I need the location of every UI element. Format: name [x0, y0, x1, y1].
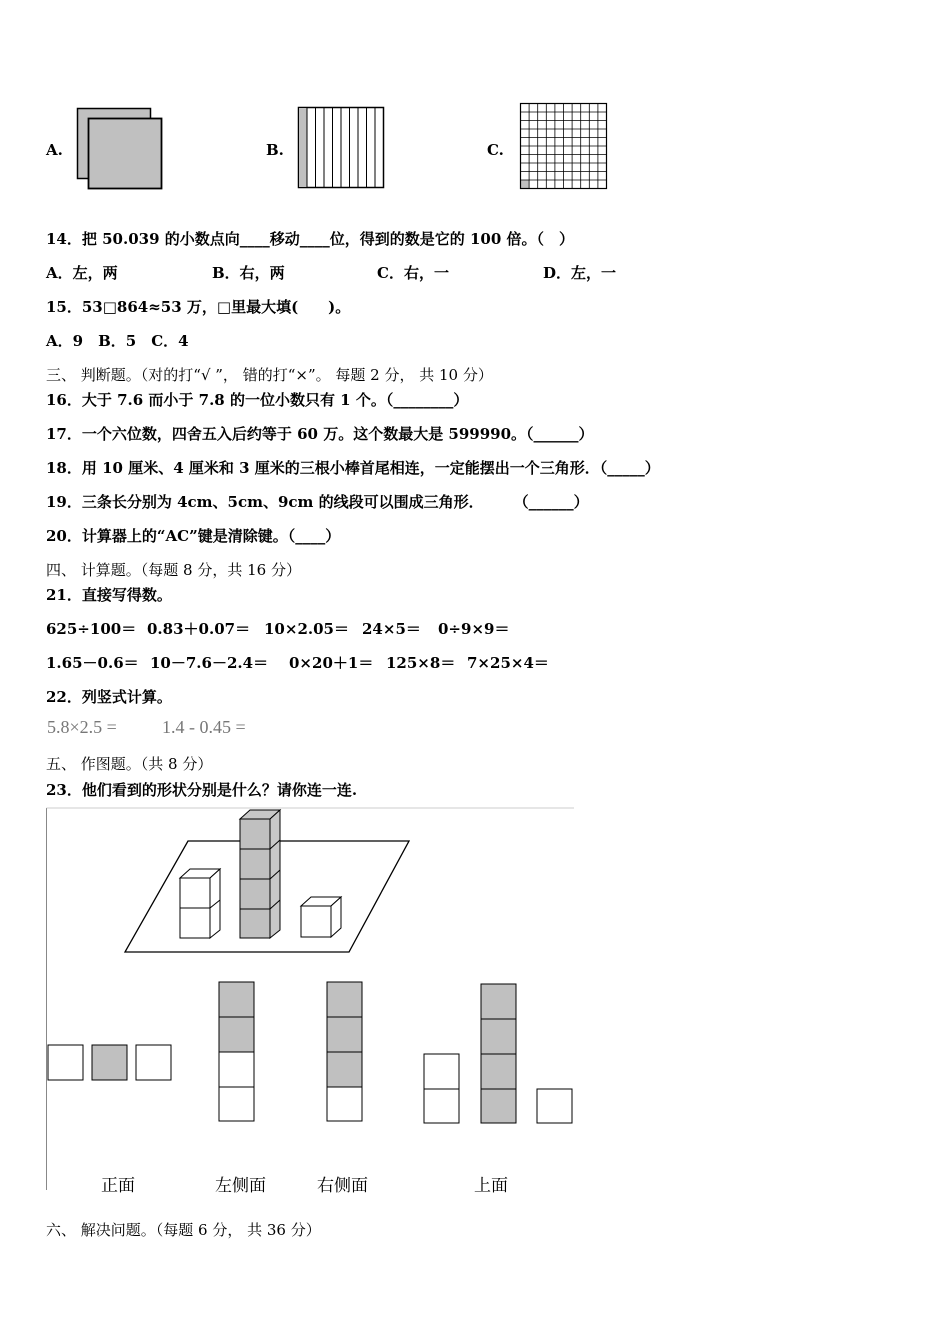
- option-a-label: A.: [46, 141, 63, 159]
- view-label-left: 左侧面: [215, 1176, 266, 1196]
- q14-stem: 14．把 50.039 的小数点向____移动____位，得到的数是它的 100 倍。（ ）: [46, 230, 574, 248]
- option-c-figure: [519, 102, 611, 192]
- option-b-figure: [297, 106, 387, 192]
- section-5-title: 五、 作图题。（共 8 分）: [46, 755, 213, 773]
- q21-item: 10－7.6－2.4＝: [150, 654, 269, 672]
- q20: 20．计算器上的“AC”键是清除键。（____）: [46, 527, 341, 545]
- right-cube: [301, 897, 341, 937]
- q21-item: 0.83＋0.07＝: [147, 620, 251, 638]
- q22-stem: 22．列竖式计算。: [46, 688, 172, 706]
- q21-item: 7×25×4＝: [467, 654, 549, 672]
- view-label-right: 右侧面: [317, 1176, 368, 1196]
- option-a-figure: [76, 106, 166, 192]
- q21-item: 125×8＝: [386, 654, 456, 672]
- q15-options: A．9 B．5 C．4: [46, 332, 189, 350]
- view-front: [48, 1045, 171, 1080]
- view-left-side: [219, 982, 254, 1121]
- q21-item: 0×20＋1＝: [289, 654, 374, 672]
- view-label-front: 正面: [101, 1176, 135, 1196]
- q22-expr-2: 1.4 - 0.45 =: [162, 717, 246, 737]
- view-label-top: 上面: [474, 1176, 508, 1196]
- q21-item: 10×2.05＝: [264, 620, 349, 638]
- q15-stem: 15．53□864≈53 万，□里最大填( )。: [46, 298, 351, 316]
- q14-option-a: A．左，两: [46, 264, 118, 282]
- section-6-title: 六、 解决问题。（每题 6 分， 共 36 分）: [46, 1221, 321, 1239]
- q22-expr-1: 5.8×2.5 =: [47, 717, 117, 737]
- q23-stem: 23．他们看到的形状分别是什么？请你连一连.: [46, 781, 358, 799]
- option-c-label: C.: [487, 141, 504, 159]
- q16: 16．大于 7.6 而小于 7.8 的一位小数只有 1 个。（________）: [46, 391, 469, 409]
- view-right-side: [327, 982, 362, 1121]
- section-4-title: 四、 计算题。（每题 8 分，共 16 分）: [46, 561, 301, 579]
- q17: 17．一个六位数，四舍五入后约等于 60 万。这个数最大是 599990。（______）: [46, 425, 594, 443]
- q21-item: 24×5＝: [362, 620, 421, 638]
- q14-option-c: C．右，一: [377, 264, 449, 282]
- q21-item: 0÷9×9＝: [438, 620, 510, 638]
- q14-option-d: D．左，一: [543, 264, 617, 282]
- middle-cube-stack: [240, 810, 280, 938]
- option-b-label: B.: [266, 141, 284, 159]
- q21-stem: 21．直接写得数。: [46, 586, 172, 604]
- view-top: [424, 984, 572, 1123]
- q23-figure: [44, 806, 578, 1196]
- q21-item: 1.65－0.6＝: [46, 654, 139, 672]
- left-cube-stack: [180, 869, 220, 938]
- q18: 18．用 10 厘米、4 厘米和 3 厘米的三根小棒首尾相连，一定能摆出一个三角形．（_____）: [46, 459, 660, 477]
- section-3-title: 三、 判断题。（对的打“√ ”， 错的打“×”。 每题 2 分， 共 10 分）: [46, 366, 493, 384]
- q14-option-b: B．右，两: [212, 264, 285, 282]
- q19: 19．三条长分别为 4cm、5cm、9cm 的线段可以围成三角形． （______）: [46, 493, 589, 511]
- q21-item: 625÷100＝: [46, 620, 137, 638]
